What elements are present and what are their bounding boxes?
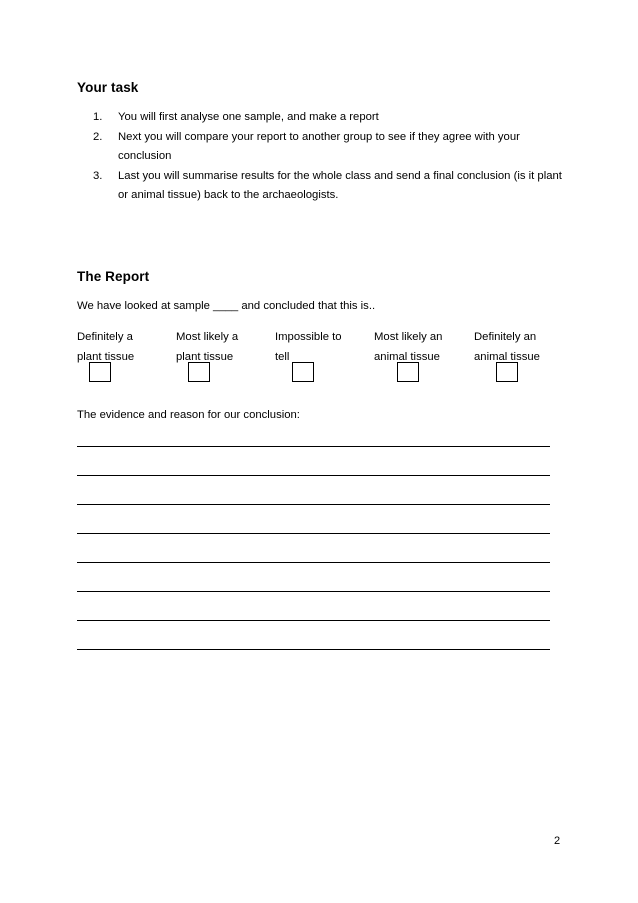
answer-line[interactable]: [77, 562, 550, 563]
report-intro: We have looked at sample ____ and concluded that this is..: [77, 300, 376, 312]
task-item-2: [93, 128, 563, 167]
task-text: Next you will compare your report to another group to see if they agree with your conclusion: [118, 130, 520, 162]
task-text: You will first analyse one sample, and make a report: [118, 111, 379, 123]
option-label-line2: animal tissue: [374, 350, 440, 363]
option-definitely-animal: [474, 328, 566, 367]
checkbox-impossible-to-tell[interactable]: [292, 362, 314, 382]
task-item-3: [93, 167, 563, 206]
checkbox-definitely-animal[interactable]: [496, 362, 518, 382]
task-number: 3.: [93, 169, 103, 182]
answer-line[interactable]: [77, 504, 550, 505]
answer-line[interactable]: [77, 591, 550, 592]
option-label-line1: Definitely an: [474, 331, 537, 343]
option-label-line1: Most likely a: [176, 331, 239, 343]
answer-line[interactable]: [77, 649, 550, 650]
option-label-line2: plant tissue: [77, 350, 135, 363]
task-text: Last you will summarise results for the whole class and send a final conclusion (is it plant or animal tissue) back to the archaeologists.: [118, 169, 562, 201]
option-label-line2: tell: [275, 350, 290, 363]
task-heading: Your task: [77, 80, 139, 95]
option-impossible-to-tell: [275, 328, 367, 367]
checkbox-definitely-plant[interactable]: [89, 362, 111, 382]
answer-line[interactable]: [77, 475, 550, 476]
answer-line[interactable]: [77, 620, 550, 621]
task-item-1: [93, 108, 563, 128]
option-label-line1: Impossible to: [275, 331, 342, 343]
answer-line[interactable]: [77, 533, 550, 534]
option-label-line2: animal tissue: [474, 350, 540, 363]
checkbox-likely-plant[interactable]: [188, 362, 210, 382]
report-heading: The Report: [77, 269, 150, 284]
option-likely-animal: [374, 328, 466, 367]
page-number: 2: [554, 835, 561, 847]
checkbox-likely-animal[interactable]: [397, 362, 419, 382]
task-number: 2.: [93, 130, 103, 143]
option-label-line1: Definitely a: [77, 331, 133, 343]
task-list: [93, 108, 563, 206]
option-label-line1: Most likely an: [374, 331, 443, 343]
answer-line[interactable]: [77, 446, 550, 447]
option-label-line2: plant tissue: [176, 350, 234, 363]
evidence-label: The evidence and reason for our conclusion:: [77, 409, 300, 421]
task-number: 1.: [93, 111, 103, 123]
